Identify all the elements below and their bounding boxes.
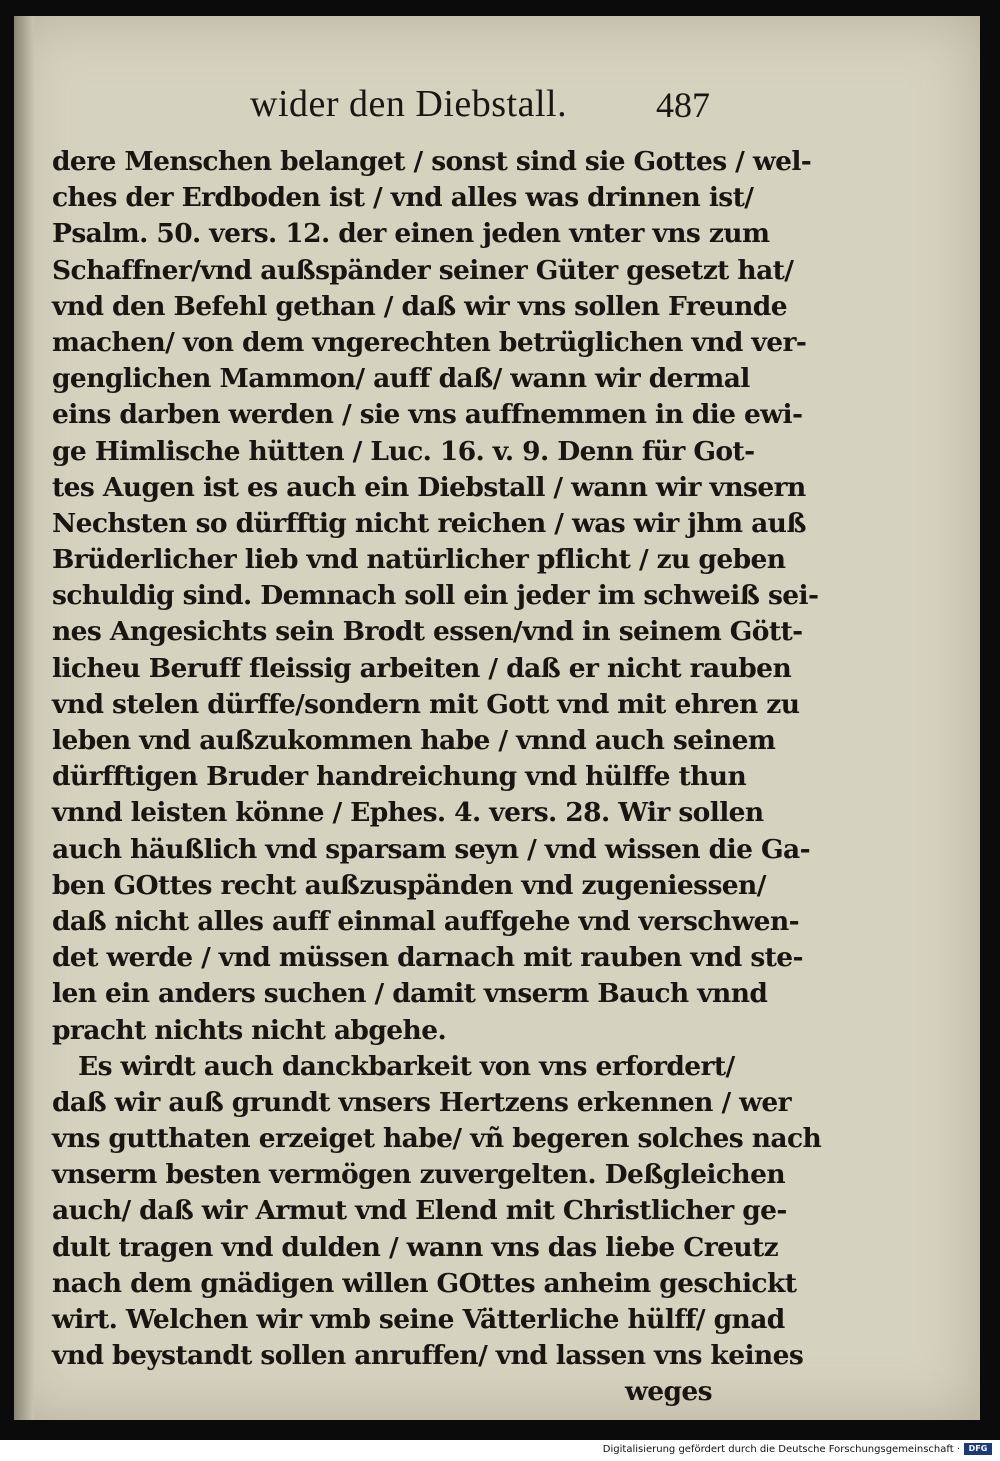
text-line: eins darben werden / sie vns auffnemmen in die ewi- [52, 399, 803, 431]
text-line: daß wir auß grundt vnsers Hertzens erkennen / wer [52, 1086, 791, 1118]
text-line: ge Himlische hütten / Luc. 16. v. 9. Denn für Got- [52, 435, 755, 467]
text-line: licheu Beruff fleissig arbeiten / daß er nicht rauben [52, 652, 792, 684]
text-line: daß nicht alles auff einmal auffgehe vnd verschwen- [52, 905, 800, 937]
text-line: vnd beystandt sollen anruffen/ vnd lassen vns keines [52, 1340, 804, 1372]
text-line: dürfftigen Bruder handreichung vnd hülffe thun [52, 761, 747, 793]
text-line: ben GOttes recht außzuspänden vnd zugeniessen/ [52, 869, 766, 901]
text-line: dere Menschen belanget / sonst sind sie Gottes / wel- [52, 146, 812, 177]
text-line: nes Angesichts sein Brodt essen/vnd in seinem Gött- [52, 616, 803, 648]
footer-credit [603, 1443, 992, 1455]
body-text [52, 144, 822, 1411]
text-line: vnd den Befehl gethan / daß wir vns sollen Freunde [52, 290, 787, 322]
text-line: auch/ daß wir Armut vnd Elend mit Christlicher ge- [52, 1195, 787, 1227]
page-header [250, 82, 710, 132]
text-line: vnnd leisten könne / Ephes. 4. vers. 28. Wir sollen [52, 797, 764, 829]
text-line: ches der Erdboden ist / vnd alles was drinnen ist/ [52, 182, 754, 214]
page-number: 487 [656, 85, 710, 125]
text-line: tes Augen ist es auch ein Diebstall / wann wir vnsern [52, 471, 806, 503]
page-gutter-shadow [14, 16, 34, 1420]
book-page [14, 16, 980, 1420]
running-title: wider den Diebstall. [250, 83, 568, 125]
text-line: dult tragen vnd dulden / wann vns das liebe Creutz [52, 1231, 779, 1263]
text-line: Nechsten so dürfftig nicht reichen / was wir jhm auß [52, 507, 806, 539]
text-line: vnd stelen dürffe/sondern mit Gott vnd mit ehren zu [52, 688, 800, 720]
text-line: len ein anders suchen / damit vnserm Bauch vnnd [52, 978, 768, 1010]
catchword: weges [625, 1376, 712, 1408]
text-line: genglichen Mammon/ auff daß/ wann wir dermal [52, 363, 750, 395]
text-line: auch häußlich vnd sparsam seyn / vnd wissen die Ga- [52, 833, 810, 865]
text-line: det werde / vnd müssen darnach mit rauben vnd ste- [52, 942, 803, 974]
funding-credit-text: Digitalisierung gefördert durch die Deutsche Forschungsgemeinschaft · [602, 1443, 960, 1455]
text-line: Brüderlicher lieb vnd natürlicher pflicht / zu geben [52, 544, 786, 576]
text-line: wirt. Welchen wir vmb seine Vätterliche hülff/ gnad [52, 1304, 785, 1335]
dfg-logo-icon: DFG [964, 1443, 992, 1455]
text-line: schuldig sind. Demnach soll ein jeder im schweiß sei- [52, 580, 819, 612]
text-line: vns gutthaten erzeiget habe/ vñ begeren solches nach [52, 1123, 822, 1155]
text-line: leben vnd außzukommen habe / vnnd auch seinem [52, 725, 776, 756]
text-line: nach dem gnädigen willen GOttes anheim geschickt [52, 1267, 797, 1299]
text-line: machen/ von dem vngerechten betrüglichen vnd ver- [52, 326, 807, 358]
text-line: Schaffner/vnd außspänder seiner Güter gesetzt hat/ [52, 254, 794, 286]
text-line: Psalm. 50. vers. 12. der einen jeden vnter vns zum [52, 218, 770, 250]
text-line: vnserm besten vermögen zuvergelten. Deßgleichen [52, 1159, 786, 1191]
text-line: Es wirdt auch danckbarkeit von vns erfordert/ [78, 1050, 735, 1082]
text-line: pracht nichts nicht abgehe. [52, 1014, 447, 1046]
